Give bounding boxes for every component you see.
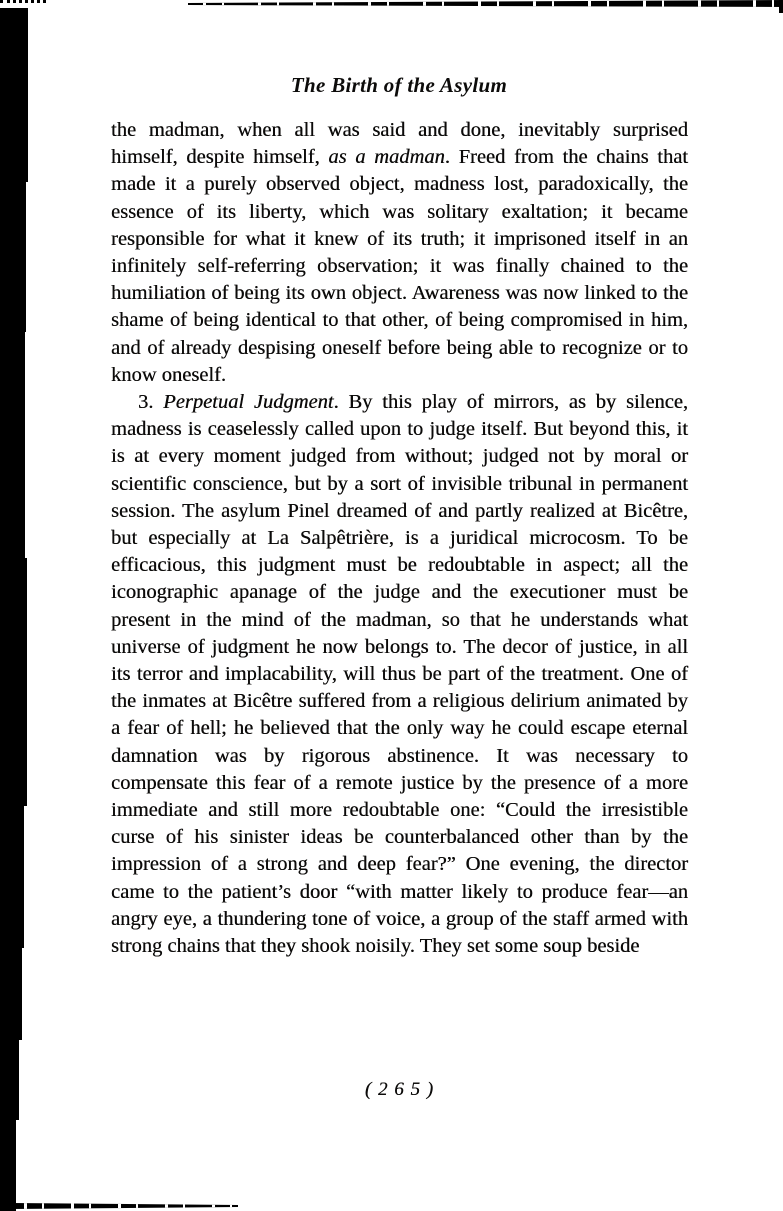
paragraph-segment-italic: Perpetual Judgment: [163, 391, 334, 414]
page-number: ( 2 6 5 ): [364, 1079, 435, 1100]
scan-artifact-top-line: [188, 0, 783, 8]
paragraph-segment: . Freed from the chains that made it a purely observed object, madness lost, paradoxically, the essence of its liberty, which was solitary exaltation; it became responsible for what it knew of its truth; it imprisoned itself in an infinitely self-referring observation; it was finally chained to the humiliation of being its own object. Awareness was now linked to the shame of being identical to that other, of being compromised in him, and of already despising oneself before being able to recognize or to know oneself.: [111, 146, 689, 386]
paragraph: [111, 117, 688, 389]
paragraph-segment: . By this play of mirrors, as by silence, madness is ceaselessly called upon to judge itself. But beyond this, it is at every moment judged from without; judged not by moral or scientific conscience, but by a sort of invisible tribunal in permanent session. The asylum Pinel dreamed of and partly realized at Bicêtre, but especially at La Salpêtrière, is a juridical microcosm. To be efficacious, this judgment must be redoubtable in aspect; all the iconographic apanage of the judge and the executioner must be present in the mind of the madman, so that he understands what universe of judgment he now belongs to. The decor of justice, in all its terror and implacability, will thus be part of the treatment. One of the inmates at Bicêtre suffered from a religious delirium animated by a fear of hell; he believed that the only way he could escape eternal damnation was by rigorous abstinence. It was necessary to compensate this fear of a remote justice by the presence of a more immediate and still more redoubtable one: “Could the irresistible curse of his sinister ideas be counterbalanced other than by the impression of a strong and deep fear?” One evening, the director came to the patient’s door “with matter likely to produce fear—an angry eye, a thundering tone of voice, a group of the staff armed with strong chains that they shook noisily. They set some soup beside: [111, 391, 688, 958]
body-text: [111, 117, 688, 960]
paragraph-segment: 3.: [138, 391, 164, 414]
paragraph-segment: the madman, when all was said and done, inevitably surprised himself, despite himself,: [111, 119, 688, 169]
paragraph: [111, 389, 688, 960]
scan-artifact-corner-tick: [779, 0, 783, 13]
paragraph-segment-italic: as a madman: [328, 146, 445, 169]
running-header: The Birth of the Asylum: [290, 73, 508, 97]
scan-artifact-top-left-dots: [0, 0, 46, 3]
scan-artifact-left-bar: [0, 0, 30, 1211]
scan-artifact-bottom-line: [12, 1203, 238, 1209]
